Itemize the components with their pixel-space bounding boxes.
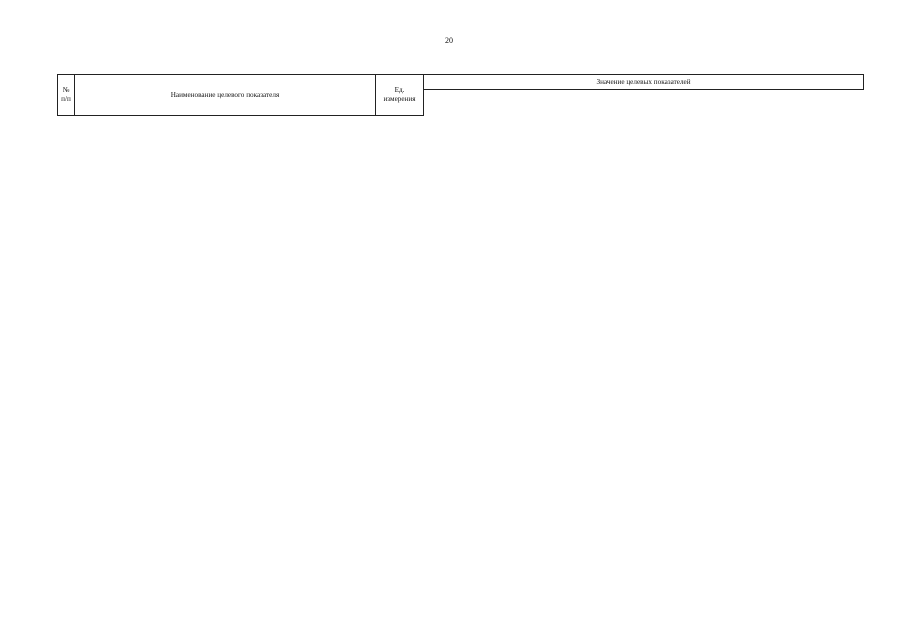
header-unit: Ед. измерения: [376, 75, 424, 116]
header-values-title: Значение целевых показателей: [424, 75, 864, 90]
targets-table: [57, 74, 864, 116]
header-num: № п/п: [58, 75, 75, 116]
header-name: Наименование целевого показателя: [75, 75, 376, 116]
page-number: 20: [445, 36, 453, 45]
